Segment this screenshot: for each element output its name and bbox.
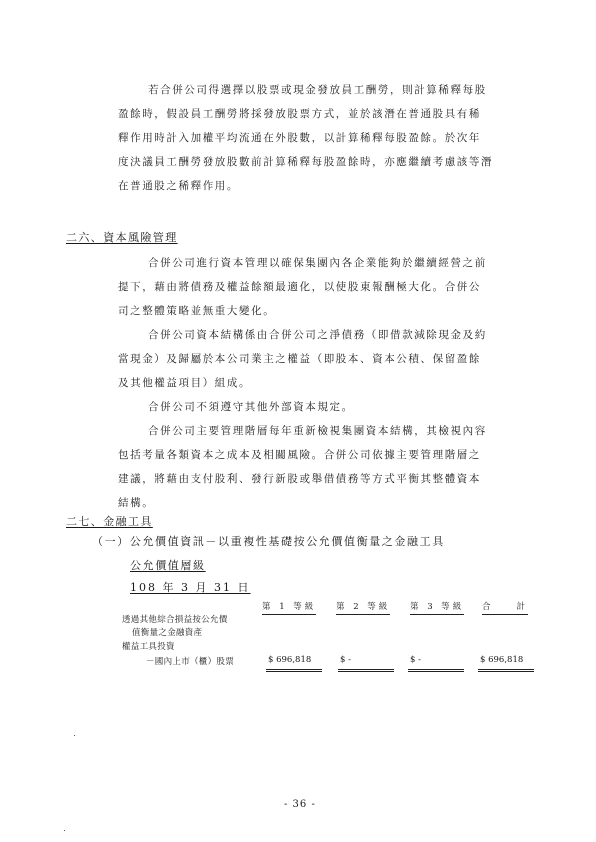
scan-speck [64,830,65,831]
page-number: - 36 - [284,799,316,810]
header-underline [262,614,316,615]
subsection-heading-fair-value [92,533,445,549]
cell-level3: $ - [410,655,421,665]
text-line: 合併公司進行資本管理以確保集團內各企業能夠於繼續經營之前 [148,257,487,269]
amount-double-underline [408,671,464,672]
text-line: 當現金）及歸屬於本公司業主之權益（即股本、資本公積、保留盈餘 [118,353,481,365]
table-date [130,579,250,595]
column-header-level2 [336,600,390,612]
scan-speck [74,735,75,736]
section-heading-27 [66,513,153,529]
row-label-listed-stocks: －國內上市（櫃）股票 [146,657,235,667]
column-header-level1 [262,600,316,612]
header-underline [336,614,390,615]
column-header-total [482,600,528,612]
section-title: 二六、資本風險管理 [66,231,178,244]
text-line: 在普通股之稀釋作用。 [118,180,239,192]
amount-double-underline [478,669,534,670]
subsection-title: （一）公允價值資訊－以重複性基礎按公允價值衡量之金融工具 [92,535,445,548]
amount-double-underline [338,669,394,670]
section-title: 二七、金融工具 [66,515,153,528]
text-line: 度決議員工酬勞發放股數前計算稀釋每股盈餘時，亦應繼續考慮該等潛 [118,156,494,168]
paragraph-external-requirements: 合併公司不須遵守其他外部資本規定。 [148,401,354,413]
text-line: 結構。 [118,497,155,509]
amount-double-underline [266,669,322,670]
header-text: 第 3 等級 [410,602,465,612]
header-underline [482,614,528,615]
section-heading-26 [66,229,178,245]
text-line: 包括考量各類資本之成本及相關風險。合併公司依據主要管理階層之 [118,449,481,461]
column-header-level3 [410,600,464,612]
text-line: 建議，將藉由支付股利、發行新股或舉借債務等方式平衡其整體資本 [118,473,481,485]
header-text: 合 計 [482,602,529,612]
text-line: 提下，藉由將債務及權益餘額最適化，以使股東報酬極大化。合併公 [118,281,481,293]
cell-level1: $ 696,818 [268,655,312,665]
cell-total: $ 696,818 [480,655,524,665]
date-text: 108 年 3 月 31 日 [130,581,251,594]
text-line: 若合併公司得選擇以股票或現金發放員工酬勞，則計算稀釋每股 [148,84,487,96]
amount-double-underline [478,671,534,672]
amount-double-underline [266,671,322,672]
subsection-title: 公允價值層級 [130,559,206,572]
amount-double-underline [408,669,464,670]
header-text: 第 2 等級 [336,602,391,612]
cell-level2: $ - [340,655,351,665]
header-underline [410,614,464,615]
text-line: 盈餘時，假設員工酬勞將採發放股票方式，並於該潛在普通股具有稀 [118,108,481,120]
text-line: 釋作用時計入加權平均流通在外股數，以計算稀釋每股盈餘。於次年 [118,132,481,144]
text-line: 合併公司資本結構係由合併公司之淨債務（即借款減除現金及約 [148,329,487,341]
header-text: 第 1 等級 [262,602,317,612]
row-label-category: 透過其他綜合損益按公允價 [122,615,228,625]
text-line: 司之整體策略並無重大變化。 [118,305,276,317]
amount-double-underline [338,671,394,672]
subsection-heading-hierarchy [130,557,206,573]
text-line: 及其他權益項目）組成。 [118,377,252,389]
row-label-subcategory: 權益工具投資 [122,642,175,652]
text-line: 合併公司主要管理階層每年重新檢視集團資本結構，其檢視內容 [148,425,487,437]
row-label-category: 值衡量之金融資產 [132,628,203,638]
